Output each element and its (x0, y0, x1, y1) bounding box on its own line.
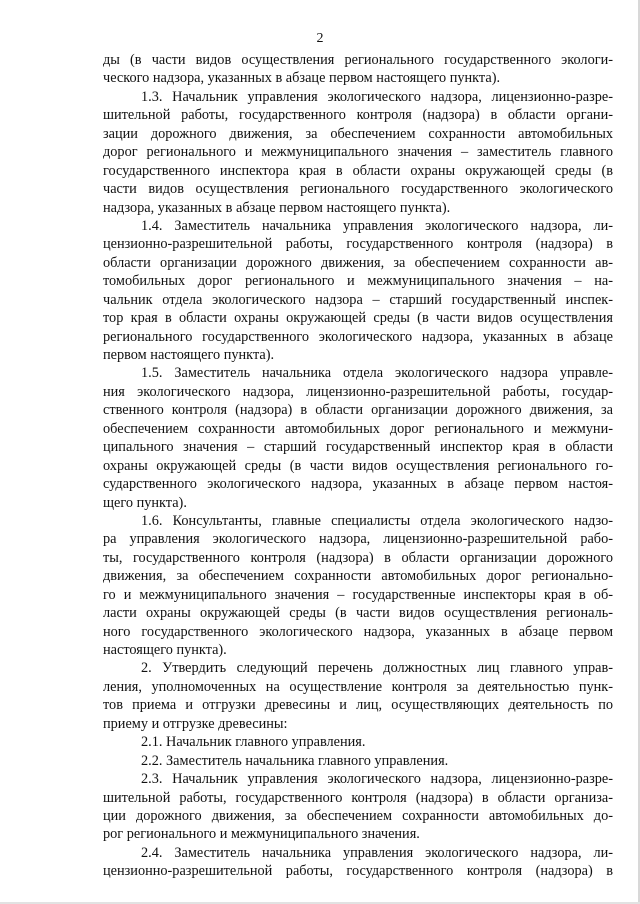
text-line: шительной работы, государственного контроля (надзора) в области органи- (103, 107, 613, 124)
text-line: 2.1. Начальник главного управления. (141, 734, 366, 751)
text-line: охраны окружающей среды (в части видов осуществления регионального го- (103, 457, 613, 474)
text-line: ты, государственного контроля (надзора) в области организации дорожного (103, 549, 613, 566)
text-line: щего пункта). (103, 494, 187, 511)
text-line: цензионно-разрешительной работы, государственного контроля (надзора) в (103, 863, 613, 880)
text-line: 2. Утвердить следующий перечень должностных лиц главного управ- (141, 660, 613, 677)
text-line: первом настоящего пункта). (103, 347, 275, 363)
text-line: 2.4. Заместитель начальника управления экологического надзора, ли- (141, 844, 613, 861)
text-line: рог регионального и межмуниципального значения. (103, 826, 420, 843)
text-line: регионального государственного экологического надзора, указанных в абзаце (103, 328, 613, 345)
text-line: государственного инспектора края в области охраны окружающей среды (в (103, 162, 613, 179)
text-line: 2.2. Заместитель начальника главного управления. (141, 752, 449, 769)
text-line: надзора, указанных в абзаце первом настоящего пункта). (103, 199, 451, 216)
text-line: части видов осуществления регионального государственного экологического (103, 181, 613, 198)
text-line: настоящего пункта). (103, 642, 227, 658)
text-line: тов приема и отгрузки древесины и лиц, осуществляющих деятельность по (103, 697, 613, 714)
text-line: 2.3. Начальник управления экологического надзора, лицензионно-разре- (141, 771, 613, 788)
text-line: области организации дорожного движения, за обеспечением сохранности ав- (103, 254, 613, 271)
text-line: тор края в области охраны окружающей среды (в части видов осуществления (103, 310, 613, 327)
text-line: ципального значения – старший государственный инспектор края в области (103, 439, 613, 456)
text-line: дорог регионального и межмуниципального значения – заместитель главного (103, 144, 613, 161)
text-line: 1.5. Заместитель начальника отдела экологического надзора управле- (141, 365, 613, 382)
text-line: ческого надзора, указанных в абзаце первом настоящего пункта). (103, 70, 501, 87)
page-number: 2 (316, 31, 324, 46)
text-line: зации дорожного движения, за обеспечением сохранности автомобильных (103, 125, 613, 142)
document-body (103, 51, 613, 881)
text-line: чальник отдела экологического надзора – старший государственный инспек- (103, 291, 613, 308)
text-line: обеспечением сохранности автомобильных дорог регионального и межмуни- (103, 420, 613, 437)
text-line: ции дорожного движения, за обеспечением сохранности автомобильных до- (103, 807, 613, 824)
text-line: ного государственного экологического надзора, указанных в абзаце первом (103, 623, 613, 640)
text-line: 1.4. Заместитель начальника управления экологического надзора, ли- (141, 217, 613, 234)
text-line: 1.6. Консультанты, главные специалисты отдела экологического надзо- (141, 512, 613, 529)
text-line: 1.3. Начальник управления экологического надзора, лицензионно-разре- (141, 88, 613, 105)
text-line: цензионно-разрешительной работы, государственного контроля (надзора) в (103, 236, 613, 253)
text-line: го и межмуниципального значения – государственные инспекторы края в об- (103, 586, 613, 603)
text-line: ды (в части видов осуществления регионального государственного экологи- (103, 52, 613, 68)
text-line: ственного контроля (надзора) в области организации дорожного движения, за (103, 402, 613, 419)
text-line: сударственного экологического надзора, указанных в абзаце первом настоя- (103, 476, 613, 493)
text-line: приему и отгрузке древесины: (103, 715, 288, 732)
text-line: ния экологического надзора, лицензионно-разрешительной работы, государ- (103, 383, 613, 400)
text-line: ласти охраны окружающей среды (в части видов осуществления региональ- (103, 605, 613, 622)
text-line: ра управления экологического надзора, лицензионно-разрешительной рабо- (103, 531, 613, 548)
text-line: движения, за обеспечением сохранности автомобильных дорог регионально- (103, 568, 613, 585)
text-line: ления, уполномоченных на осуществление контроля за деятельностью пунк- (103, 678, 613, 695)
text-line: томобильных дорог регионального и межмуниципального значения – на- (103, 273, 613, 290)
text-line: шительной работы, государственного контроля (надзора) в области организа- (103, 789, 613, 806)
